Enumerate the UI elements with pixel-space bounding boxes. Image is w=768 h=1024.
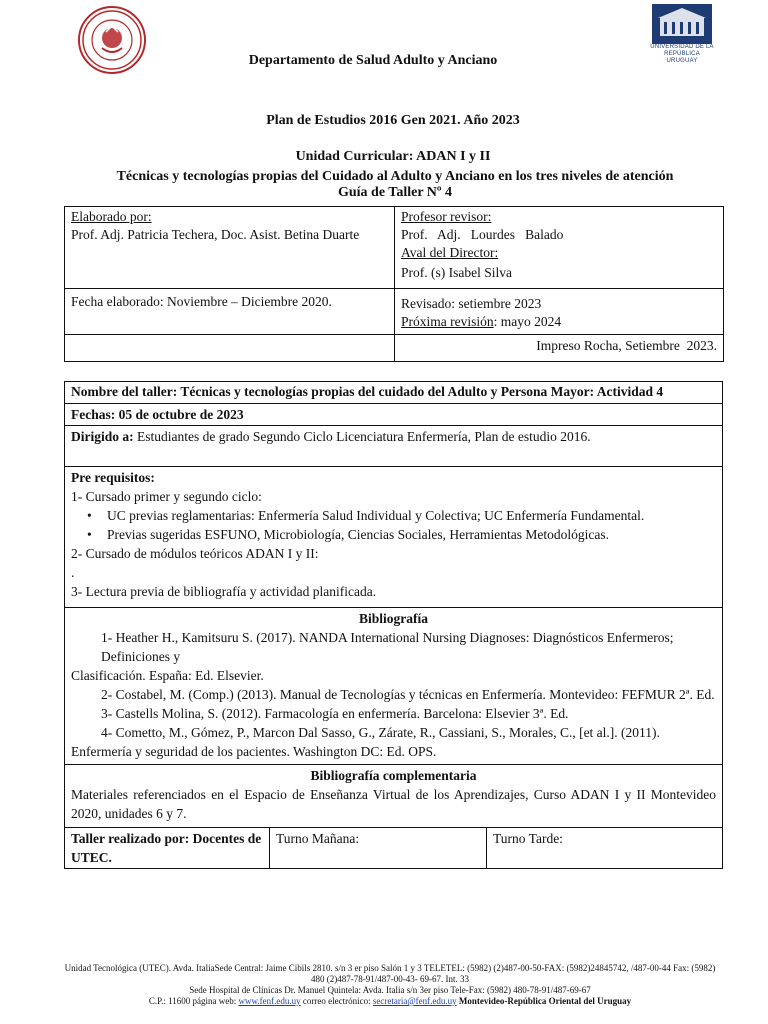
bibliography-item-1a: 1- Heather H., Kamitsuru S. (2017). NANDA International Nursing Diagnoses: Diagnósticos Enfermeros; Definiciones y <box>101 630 674 664</box>
complementary-title: Bibliografía complementaria <box>310 768 477 783</box>
dirigido-row <box>65 426 722 467</box>
proxima-value: : mayo 2024 <box>493 314 562 329</box>
proxima-label: Próxima revisión <box>401 314 494 329</box>
bibliography-item-4: 4- Cometto, M., Gómez, P., Marcon Dal Sasso, G., Zárate, R., Cassiani, S., Morales, C., [et al.]. (2011). Enfermería y seguridad de los pacientes. Washington DC: Ed. OPS. <box>71 725 660 759</box>
department-title: Departamento de Salud Adulto y Anciano <box>248 53 498 68</box>
empty-cell <box>65 335 395 362</box>
complementary-section <box>65 765 722 828</box>
fecha-elaborado-cell <box>65 289 395 335</box>
footer-email-link[interactable]: secretaria@fenf.edu.uy <box>372 996 457 1006</box>
prereq-2: 2- Cursado de módulos teóricos ADAN I y II: <box>71 546 319 561</box>
page-footer <box>60 963 720 1007</box>
impreso-cell <box>395 335 724 362</box>
revisor-cell <box>395 207 724 289</box>
footer-web-link[interactable]: www.fenf.edu.uy <box>238 996 301 1006</box>
guide-subtitle: Técnicas y tecnologías propias del Cuidado al Adulto y Anciano en los tres niveles de atención Guía de Taller Nº 4 <box>116 169 674 200</box>
prereq-bullet-2: • Previas sugeridas ESFUNO, Microbiología, Ciencias Sociales, Herramientas Metodológicas. <box>71 525 716 544</box>
bibliography-item-1b: Clasificación. España: Ed. Elsevier. <box>71 668 264 683</box>
realizado-row <box>65 828 722 869</box>
footer-line-1: Unidad Tecnológica (UTEC). Avda. ItaliaSede Central: Jaime Cibils 2810. s/n 3 er piso Salón 1 y 3 TELETEL: (5982) (2)487-00-50-FAX: (5982)24845742, /487-00-44 Fax: (5982) 480 (2)487-78-91/487-00-43- 69-67. Int. 33 <box>64 963 716 984</box>
elaborado-cell <box>65 207 395 289</box>
prereq-1: 1- Cursado primer y segundo ciclo: <box>71 489 262 504</box>
fecha-elaborado: Fecha elaborado: Noviembre – Diciembre 2020. <box>71 294 332 309</box>
taller-name: Nombre del taller: Técnicas y tecnologías propias del cuidado del Adulto y Persona Mayor: Actividad 4 <box>65 382 722 404</box>
revisor-label: Profesor revisor: <box>401 209 492 224</box>
dirigido-value: Estudiantes de grado Segundo Ciclo Licenciatura Enfermería, Plan de estudio 2016. <box>133 429 591 444</box>
footer-line-3 <box>60 996 720 1007</box>
realizado-text: Taller realizado por: Docentes de UTEC. <box>65 828 270 868</box>
taller-dates: Fechas: 05 de octubre de 2023 <box>65 404 722 426</box>
complementary-text: Materiales referenciados en el Espacio de Enseñanza Virtual de los Aprendizajes, Curso ADAN I y II Montevideo 2020, unidades 6 y 7. <box>71 787 716 821</box>
aval-value: Prof. (s) Isabel Silva <box>401 265 512 280</box>
university-logo-text: UNIVERSIDAD DE LA REPÚBLICA URUGUAY <box>650 44 714 64</box>
footer-cp: C.P.: 11600 página web: <box>148 996 239 1006</box>
dirigido-label: Dirigido a: <box>71 429 134 444</box>
turno-manana: Turno Mañana: <box>270 828 487 868</box>
proxima-revision <box>401 313 717 331</box>
bibliography-item-2: 2- Costabel, M. (Comp.) (2013). Manual de Tecnologías y técnicas en Enfermería. Montevideo: FEFMUR 2ª. Ed. <box>101 687 715 702</box>
plan-title: Plan de Estudios 2016 Gen 2021. Año 2023 <box>266 113 520 128</box>
university-building-icon <box>652 4 712 44</box>
revision-cell <box>395 289 724 335</box>
unit-title: Unidad Curricular: ADAN I y II <box>295 149 491 164</box>
aval-label: Aval del Director: <box>401 245 499 260</box>
turno-tarde: Turno Tarde: <box>493 831 563 846</box>
revisado-text: Revisado: setiembre 2023 <box>401 296 542 311</box>
prereq-3: 3- Lectura previa de bibliografía y actividad planificada. <box>71 584 377 599</box>
footer-correo: correo electrónico: <box>300 996 373 1006</box>
document-info-table <box>64 206 724 362</box>
bibliography-title: Bibliografía <box>358 611 428 626</box>
prereq-title: Pre requisitos: <box>71 470 155 485</box>
bibliography-section <box>65 608 722 765</box>
impreso-text: Impreso Rocha, Setiembre 2023. <box>536 338 717 353</box>
prereq-bullet-1: • UC previas reglamentarias: Enfermería Salud Individual y Colectiva; UC Enfermería Fundamental. <box>71 506 716 525</box>
footer-city: Montevideo-República Oriental del Uruguay <box>456 996 632 1006</box>
prereq-dot: . <box>71 565 75 580</box>
revisor-value: Prof. Adj. Lourdes Balado <box>401 227 564 242</box>
elaborado-label: Elaborado por: <box>71 209 152 224</box>
prereq-section <box>65 467 722 608</box>
taller-box <box>64 381 723 869</box>
bibliography-item-3: 3- Castells Molina, S. (2012). Farmacología en enfermería. Barcelona: Elsevier 3ª. Ed. <box>101 706 569 721</box>
footer-line-2: Sede Hospital de Clínicas Dr. Manuel Quintela: Avda. Italia s/n 3er piso Tele-Fax: (5982) 480-78-91/487-69-67 <box>189 985 591 995</box>
elaborado-value: Prof. Adj. Patricia Techera, Doc. Asist. Betina Duarte <box>71 227 360 242</box>
